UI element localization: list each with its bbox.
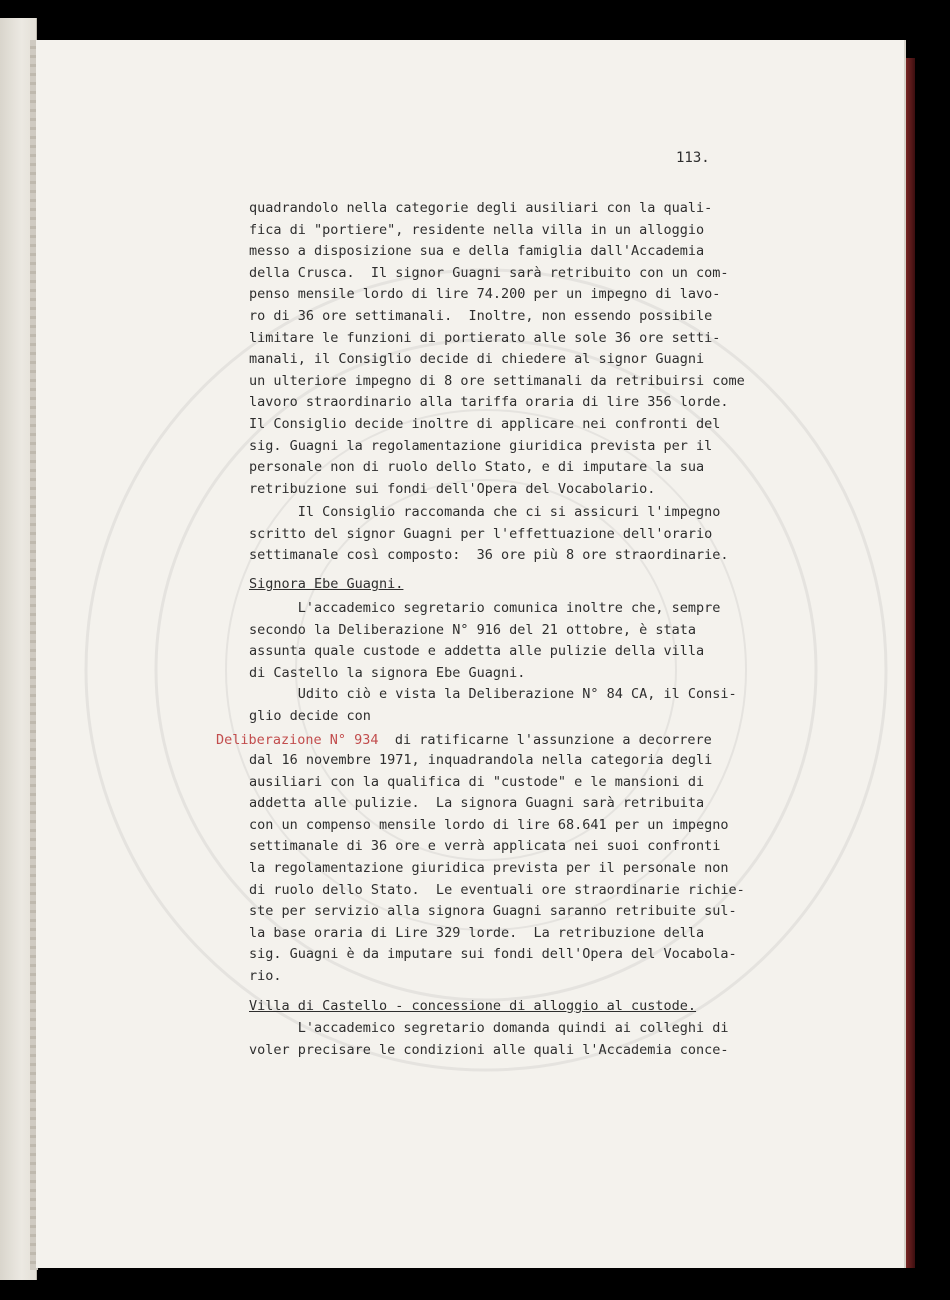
text-line: penso mensile lordo di lire 74.200 per un impegno di lavo- [249, 286, 721, 303]
text-line: L'accademico segretario domanda quindi ai colleghi di [249, 1020, 729, 1036]
text-line: di ruolo dello Stato. Le eventuali ore straordinarie richie- [249, 881, 745, 898]
margin-reference-label: Deliberazione N° 934 [216, 732, 379, 748]
text-line: quadrandolo nella categorie degli ausiliari con la quali- [249, 200, 713, 216]
section-heading: Signora Ebe Guagni. [249, 576, 404, 592]
text-line: settimanale di 36 ore e verrà applicata nei suoi confronti [249, 838, 721, 855]
heading-signora-ebe-guagni [249, 576, 403, 598]
text-line: addetta alle pulizie. La signora Guagni sarà retribuita [249, 795, 705, 812]
text-line: voler precisare le condizioni alle quali l'Accademia conce- [249, 1041, 729, 1058]
text-line: retribuzione sui fondi dell'Opera del Vocabolario. [249, 480, 656, 497]
text-line: di Castello la signora Ebe Guagni. [249, 664, 526, 681]
reference-row [216, 730, 712, 752]
heading-villa-di-castello [249, 998, 696, 1020]
text-line: sig. Guagni la regolamentazione giuridica prevista per il [249, 437, 713, 454]
text-line: ste per servizio alla signora Guagni saranno retribuite sul- [249, 903, 737, 920]
text-line: scritto del signor Guagni per l'effettuazione dell'orario [249, 525, 713, 542]
text-line: con un compenso mensile lordo di lire 68.641 per un impegno [249, 816, 729, 833]
text-line: sig. Guagni è da imputare sui fondi dell'Opera del Vocabola- [249, 946, 737, 963]
text-line: rio. [249, 967, 282, 984]
text-line: settimanale così composto: 36 ore più 8 ore straordinarie. [249, 547, 729, 564]
text-line: Udito ciò e vista la Deliberazione N° 84 CA, il Consi- [249, 686, 737, 703]
text-line: limitare le funzioni di portierato alle sole 36 ore setti- [249, 329, 721, 346]
paragraph-2 [249, 504, 729, 569]
paragraph-1 [249, 200, 745, 502]
paragraph-4 [249, 752, 745, 990]
text-line: lavoro straordinario alla tariffa oraria di lire 356 lorde. [249, 394, 729, 411]
page-number: 113. [676, 150, 710, 166]
section-heading: Villa di Castello - concessione di alloggio al custode. [249, 998, 697, 1014]
paragraph-5 [249, 1020, 729, 1063]
text-line: manali, il Consiglio decide di chiedere al signor Guagni [249, 351, 705, 368]
text-line: Il Consiglio decide inoltre di applicare nei confronti del [249, 415, 721, 432]
text-line: glio decide con [249, 707, 371, 724]
text-line: della Crusca. Il signor Guagni sarà retribuito con un com- [249, 264, 729, 281]
text-line: la regolamentazione giuridica prevista per il personale non [249, 859, 729, 876]
text-line: di ratificarne l'assunzione a decorrere [378, 732, 712, 748]
text-line: ro di 36 ore settimanali. Inoltre, non essendo possibile [249, 307, 713, 324]
text-line: un ulteriore impegno di 8 ore settimanali da retribuirsi come [249, 372, 745, 389]
text-line: L'accademico segretario comunica inoltre che, sempre [249, 600, 721, 616]
text-line: fica di "portiere", residente nella villa in un alloggio [249, 221, 705, 238]
text-line: messo a disposizione sua e della famiglia dall'Accademia [249, 243, 705, 260]
text-line: secondo la Deliberazione N° 916 del 21 ottobre, è stata [249, 621, 697, 638]
paragraph-3 [249, 600, 737, 730]
text-line: la base oraria di Lire 329 lorde. La retribuzione della [249, 924, 705, 941]
text-line: dal 16 novembre 1971, inquadrandola nella categoria degli [249, 752, 713, 768]
text-line: ausiliari con la qualifica di "custode" e le mansioni di [249, 773, 705, 790]
text-line: assunta quale custode e addetta alle pulizie della villa [249, 643, 705, 660]
text-line: personale non di ruolo dello Stato, e di imputare la sua [249, 459, 705, 476]
text-line: Il Consiglio raccomanda che ci si assicuri l'impegno [249, 504, 721, 520]
